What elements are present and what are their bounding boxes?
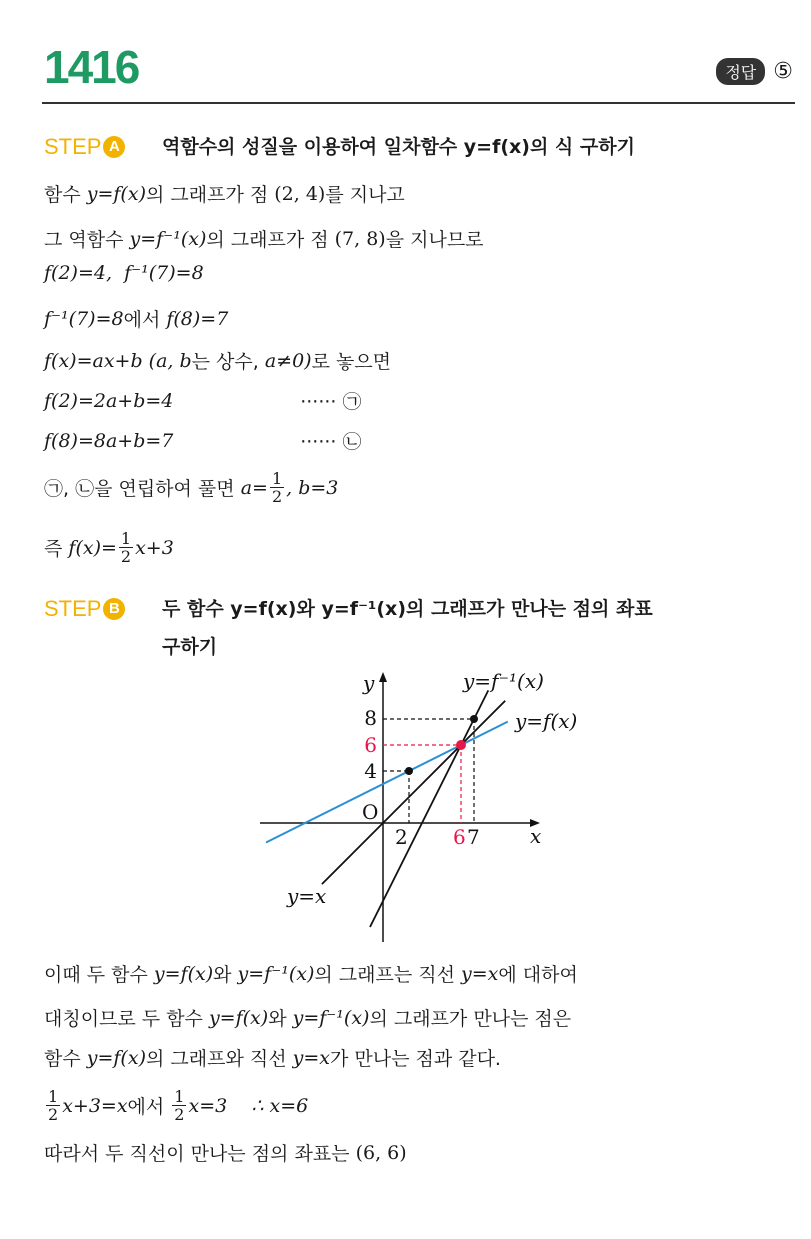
x-tick-label: 2 <box>395 825 408 849</box>
intersection-point <box>456 740 466 750</box>
data-point <box>470 715 478 723</box>
math-expression: f(8)=7 <box>166 307 229 330</box>
math-expression: y=f⁻¹(x) <box>292 1006 370 1029</box>
text-segment: 함수 <box>44 1048 87 1070</box>
fraction <box>172 1088 186 1123</box>
text-segment: 에서 <box>127 1096 171 1118</box>
line-y-equals-x <box>322 701 505 884</box>
y-tick-label: 8 <box>364 706 377 730</box>
math-expression: , b=3 <box>286 476 339 499</box>
x-tick-label: 7 <box>467 825 480 849</box>
math-expression: f⁻¹(7)=8 <box>44 307 124 330</box>
y-tick-label: 6 <box>364 733 377 757</box>
math-expression: x+3 <box>135 536 174 559</box>
denominator: 2 <box>48 1105 59 1124</box>
math-expression: y=x <box>292 1046 330 1069</box>
answer-value: ⑤ <box>773 59 793 84</box>
math-expression: (6, 6) <box>355 1141 407 1164</box>
math-expression: y=f⁻¹(x) <box>237 962 315 985</box>
math-expression: a= <box>240 476 268 499</box>
origin-label: O <box>362 800 379 824</box>
text-segment: 의 그래프가 점 <box>206 229 335 251</box>
math-expression: x=3 ∴ x=6 <box>188 1094 309 1117</box>
text-line <box>44 1139 407 1166</box>
numerator: 1 <box>271 469 283 488</box>
text-segment: 에서 <box>123 309 167 331</box>
text-segment: 와 <box>268 1008 293 1030</box>
text-segment: 즉 <box>44 538 69 560</box>
math-expression: f(x)= <box>68 536 117 559</box>
x-tick-label: 6 <box>453 825 466 849</box>
text-segment: 로 놓으면 <box>311 351 392 373</box>
fraction <box>46 1088 60 1123</box>
f-inverse-label: y=f⁻¹(x) <box>463 669 544 693</box>
step-a-title: 역함수의 성질을 이용하여 일차함수 y=f(x)의 식 구하기 <box>162 136 635 158</box>
text-segment: 을 지나므로 <box>385 229 484 251</box>
numerator: 1 <box>120 529 132 548</box>
text-segment: 따라서 두 직선이 만나는 점의 좌표는 <box>44 1143 356 1165</box>
problem-number: 1416 <box>44 41 139 93</box>
text-line <box>44 1004 571 1031</box>
text-segment: ······ ㉠ <box>300 391 362 413</box>
text-segment: 에 대하여 <box>498 964 578 986</box>
math-expression: y=f⁻¹(x) <box>129 227 207 250</box>
text-segment: 의 그래프가 점 <box>145 184 275 206</box>
step-label: STEP <box>44 134 102 159</box>
y-equals-x-label: y=x <box>287 884 327 908</box>
text-segment: 이때 두 함수 <box>44 964 154 986</box>
math-expression: a≠0) <box>264 349 312 372</box>
step-letter-badge: A <box>103 136 125 158</box>
text-segment: ㉠, ㉡을 연립하여 풀면 <box>44 478 241 500</box>
text-segment: 가 만나는 점과 같다. <box>329 1048 501 1070</box>
text-segment: 의 그래프는 직선 <box>314 964 462 986</box>
math-expression: f(2)=2a+b=4 <box>44 389 301 412</box>
text-segment: 는 상수, <box>191 351 265 373</box>
y-axis-label: y <box>363 671 375 695</box>
math-expression: (7, 8) <box>334 227 386 250</box>
text-segment: 의 그래프와 직선 <box>145 1048 293 1070</box>
text-segment: 함수 <box>44 184 87 206</box>
step-letter-badge: B <box>103 598 125 620</box>
text-segment: 그 역함수 <box>44 229 130 251</box>
numerator: 1 <box>174 1087 185 1106</box>
math-expression: (2, 4) <box>274 182 326 205</box>
text-segment: ······ ㉡ <box>300 431 362 453</box>
text-segment: 의 그래프가 만나는 점은 <box>369 1008 572 1030</box>
math-expression: y=f(x) <box>153 962 214 985</box>
x-axis-label: x <box>530 824 542 848</box>
text-segment: 와 <box>213 964 238 986</box>
numerator: 1 <box>48 1087 59 1106</box>
denominator: 2 <box>174 1105 185 1124</box>
math-expression: f(8)=8a+b=7 <box>44 429 301 452</box>
y-tick-label: 4 <box>364 759 377 783</box>
text-line <box>44 1044 501 1071</box>
text-segment: 대칭이므로 두 함수 <box>44 1008 209 1030</box>
step-b-title-line: 두 함수 y=f(x)와 y=f⁻¹(x)의 그래프가 만나는 점의 좌표 <box>162 598 653 620</box>
line-f-inverse <box>370 690 488 927</box>
text-line <box>44 1088 308 1123</box>
math-expression: y=f(x) <box>86 1046 146 1069</box>
step-b-title-line: 구하기 <box>162 636 218 658</box>
math-expression: y=f(x) <box>208 1006 269 1029</box>
math-expression: y=f(x) <box>86 182 146 205</box>
math-expression: f(2)=4, f⁻¹(7)=8 <box>44 262 204 284</box>
math-expression: y=x <box>461 962 499 985</box>
y-axis-arrow-icon <box>379 672 387 682</box>
f-label: y=f(x) <box>515 709 578 733</box>
math-expression: x+3=x <box>62 1094 128 1117</box>
step-label: STEP <box>44 596 102 621</box>
denominator: 2 <box>271 487 283 506</box>
text-line <box>44 960 578 987</box>
data-point <box>405 767 413 775</box>
text-segment: 를 지나고 <box>325 184 405 206</box>
denominator: 2 <box>120 547 132 566</box>
math-expression: f(x)=ax+b (a, b <box>44 349 192 372</box>
answer-badge: 정답 <box>716 58 765 85</box>
